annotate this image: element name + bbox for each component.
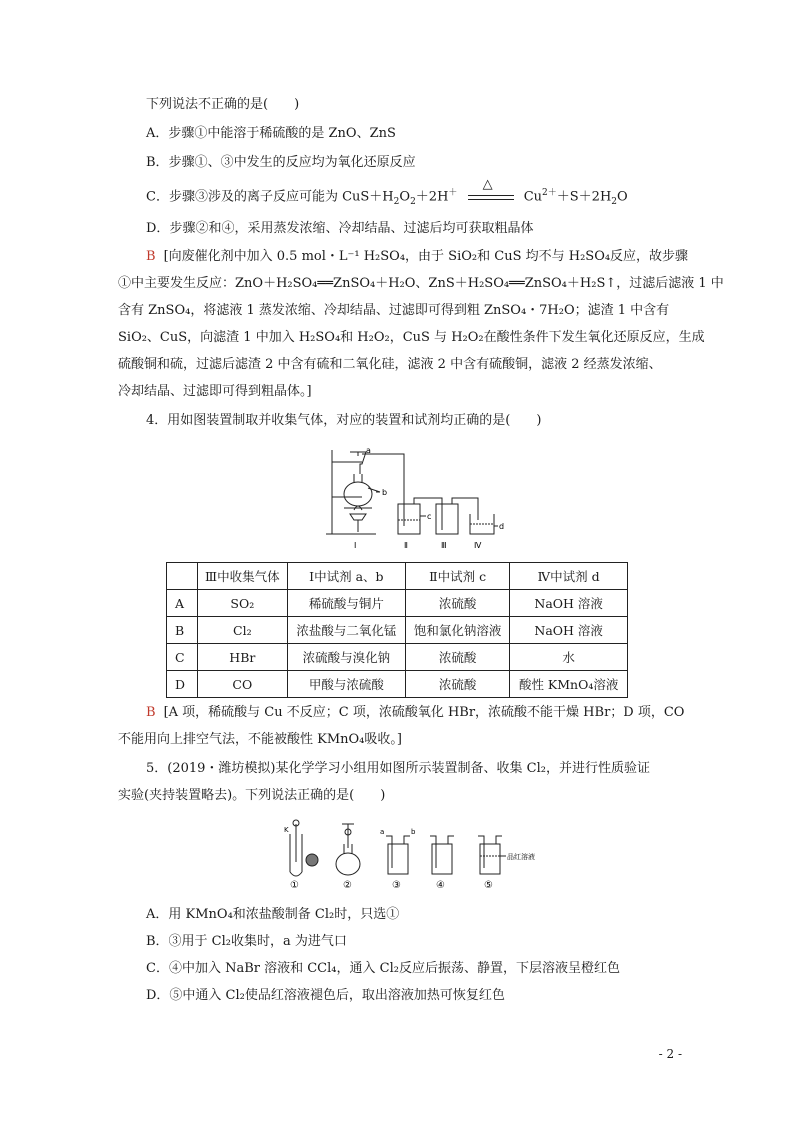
label-c: c [427, 512, 432, 521]
q3-option-b: B．步骤①、③中发生的反应均为氧化还原反应 [146, 155, 416, 170]
table-header-row: Ⅲ中收集气体 Ⅰ中试剂 a、b Ⅱ中试剂 c Ⅳ中试剂 d [167, 563, 628, 590]
q3-stem: 下列说法不正确的是( ) [146, 97, 300, 112]
q5-option-b: B．③用于 Cl₂收集时，a 为进气口 [146, 934, 347, 949]
q4-explanation-line-2: 不能用向上排空气法，不能被酸性 KMnO₄吸收。] [118, 732, 402, 747]
q3-explanation-line-5: 硫酸铜和硫，过滤后滤渣 2 中含有硫和二氧化硅，滤液 2 中含有硫酸铜，滤液 2 经蒸发浓缩、 [118, 357, 662, 372]
table-row: C HBr 浓硫酸与溴化钠 浓硫酸 水 [167, 644, 628, 671]
q4-explanation-line-1: B [A 项，稀硫酸与 Cu 不反应；C 项，浓硫酸氧化 HBr，浓硫酸不能干燥 HBr；D 项，CO [146, 705, 685, 720]
q3-option-d: D．步骤②和④，采用蒸发浓缩、冷却结晶、过滤后均可获取粗晶体 [146, 221, 534, 236]
label-I: Ⅰ [354, 541, 357, 550]
table-row: B Cl₂ 浓盐酸与二氧化锰 饱和氯化钠溶液 NaOH 溶液 [167, 617, 628, 644]
label-IV: Ⅳ [474, 541, 482, 550]
q5-option-c: C．④中加入 NaBr 溶液和 CCl₄，通入 Cl₂反应后振荡、静置，下层溶液呈橙红色 [146, 961, 620, 976]
q4-options-table [166, 562, 628, 698]
q5-apparatus-figure [282, 818, 542, 890]
q5-stem-line-2: 实验(夹持装置略去)。下列说法正确的是( ) [118, 788, 386, 803]
q3-explanation-line-6: 冷却结晶、过滤即可得到粗晶体。] [118, 384, 312, 399]
label-III: Ⅲ [441, 541, 447, 550]
label-d: d [499, 522, 505, 531]
q3-explanation-line-1: B [向废催化剂中加入 0.5 mol・L⁻¹ H₂SO₄，由于 SiO₂和 CuS 均不与 H₂SO₄反应，故步骤 [146, 249, 689, 264]
heat-triangle: △ [482, 177, 493, 192]
label-5: ⑤ [484, 880, 493, 890]
label-a: a [366, 446, 371, 455]
q3-option-a: A．步骤①中能溶于稀硫酸的是 ZnO、ZnS [146, 126, 396, 141]
label-4: ④ [436, 880, 445, 890]
q3-explanation-line-2: ①中主要发生反应：ZnO＋H₂SO₄══ZnSO₄＋H₂O、ZnS＋H₂SO₄══ZnSO₄＋H₂S↑，过滤后滤液 1 中 [118, 276, 724, 291]
label-a: a [380, 828, 385, 836]
label-dye: 品红溶液 [507, 853, 535, 861]
q3-answer: B [146, 249, 156, 264]
label-II: Ⅱ [404, 541, 408, 550]
label-b: b [382, 488, 388, 497]
label-2: ② [343, 880, 352, 890]
table-row: A SO₂ 稀硫酸与铜片 浓硫酸 NaOH 溶液 [167, 590, 628, 617]
q4-apparatus-figure [322, 442, 510, 554]
q4-stem: 4．用如图装置制取并收集气体，对应的装置和试剂均正确的是( ) [146, 413, 542, 428]
label-3: ③ [392, 880, 401, 890]
q5-stem-line-1: 5．(2019・潍坊模拟)某化学学习小组用如图所示装置制备、收集 Cl₂，并进行性质验证 [146, 761, 650, 776]
label-b: b [411, 828, 416, 836]
reaction-condition-arrow [468, 177, 514, 206]
q4-answer: B [146, 705, 156, 720]
q3-explanation-line-3: 含有 ZnSO₄，将滤液 1 蒸发浓缩、冷却结晶、过滤即可得到粗 ZnSO₄・7H₂O；滤渣 1 中含有 [118, 303, 670, 318]
q5-option-d: D．⑤中通入 Cl₂使品红溶液褪色后，取出溶液加热可恢复红色 [146, 988, 505, 1003]
q3-option-c: C．步骤③涉及的离子反应可能为 $CuS+H_2O_2+2H^+$ △ $Cu^{2+}+S+2H_2O$ [146, 177, 628, 208]
label-k: K [284, 826, 289, 834]
page-number: - 2 - [658, 1047, 682, 1061]
q3-explanation-line-4: SiO₂、CuS，向滤渣 1 中加入 H₂SO₄和 H₂O₂，CuS 与 H₂O₂在酸性条件下发生氧化还原反应，生成 [118, 330, 705, 345]
label-1: ① [290, 880, 299, 890]
table-row: D CO 甲酸与浓硫酸 浓硫酸 酸性 KMnO₄溶液 [167, 671, 628, 698]
q5-option-a: A．用 KMnO₄和浓盐酸制备 Cl₂时，只选① [146, 907, 400, 922]
